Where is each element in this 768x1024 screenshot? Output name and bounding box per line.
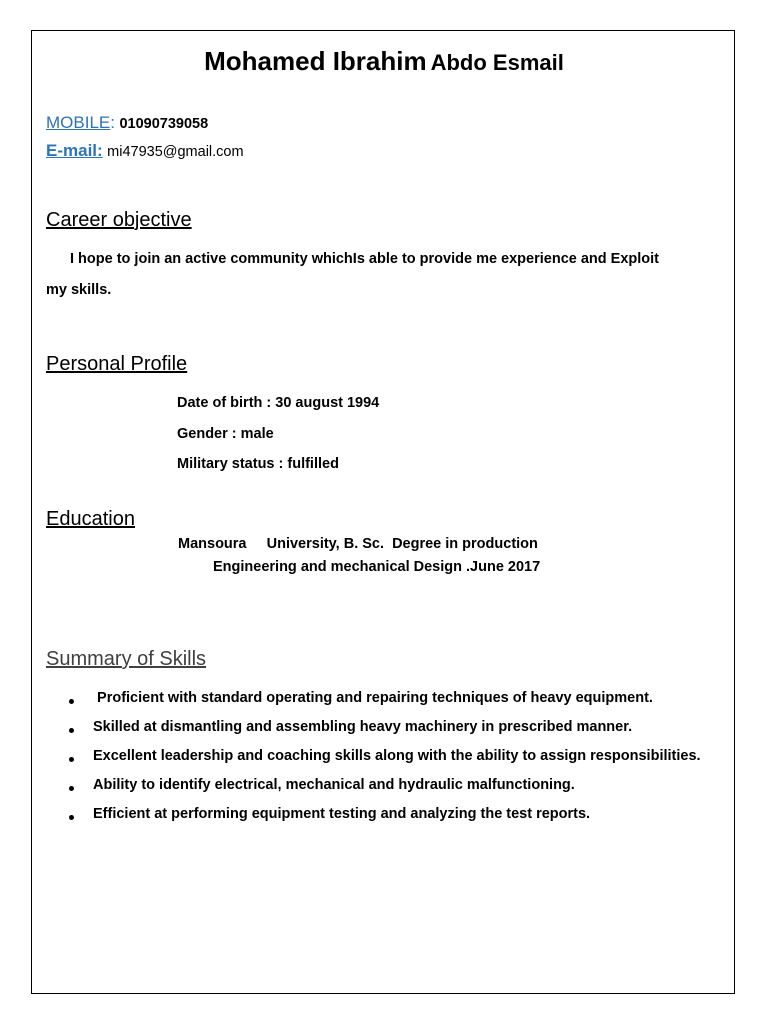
email-label[interactable]: E-mail:	[46, 141, 103, 160]
career-objective-line-2: my skills.	[46, 282, 112, 298]
profile-date-of-birth: Date of birth : 30 august 1994	[177, 395, 380, 411]
skill-text: Proficient with standard operating and repairing techniques of heavy equipment.	[93, 690, 653, 706]
bullet-icon	[69, 815, 74, 820]
name-last: Abdo Esmail	[430, 50, 564, 75]
skill-text: Ability to identify electrical, mechanical and hydraulic malfunctioning.	[93, 777, 575, 793]
mobile-value: 01090739058	[119, 116, 209, 132]
education-line-1: Mansoura University, B. Sc. Degree in production	[178, 536, 538, 552]
name-first: Mohamed Ibrahim	[204, 46, 427, 76]
skill-text: Skilled at dismantling and assembling heavy machinery in prescribed manner.	[93, 719, 633, 735]
page-border	[31, 30, 735, 994]
profile-military-status: Military status : fulfilled	[177, 456, 339, 472]
education-line-2: Engineering and mechanical Design .June 2017	[213, 559, 541, 575]
personal-profile-heading: Personal Profile	[46, 353, 188, 375]
mobile-label: MOBILE	[46, 113, 111, 132]
mobile-separator: :	[110, 113, 115, 132]
email-value: mi47935@gmail.com	[107, 144, 244, 160]
bullet-icon	[69, 699, 74, 704]
skill-text: Efficient at performing equipment testing and analyzing the test reports.	[93, 806, 591, 822]
career-objective-heading: Career objective	[46, 209, 192, 231]
skill-text: Excellent leadership and coaching skills along with the ability to assign responsibilities.	[93, 748, 701, 764]
mobile-line	[46, 113, 208, 133]
bullet-icon	[69, 786, 74, 791]
education-heading: Education	[46, 508, 135, 530]
bullet-icon	[69, 757, 74, 762]
skills-heading: Summary of Skills	[46, 648, 207, 670]
career-objective-line-1: I hope to join an active community whichIs able to provide me experience and Exploit	[70, 251, 659, 267]
bullet-icon	[69, 728, 74, 733]
email-line	[46, 141, 244, 161]
candidate-name	[0, 46, 768, 77]
profile-gender: Gender : male	[177, 426, 274, 442]
